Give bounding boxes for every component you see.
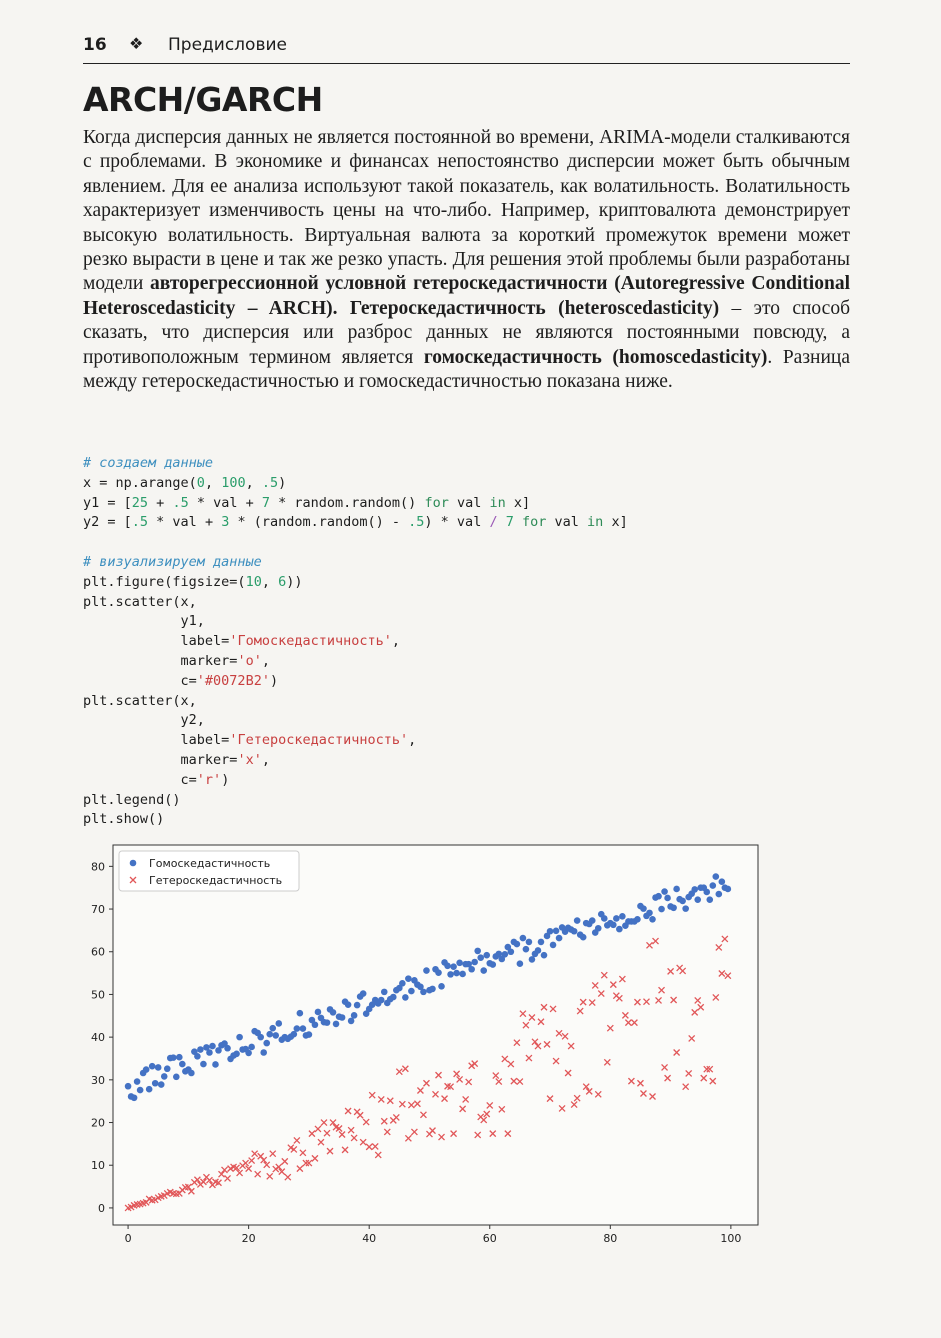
homoscedastic-point: [348, 1018, 355, 1025]
homoscedastic-point: [269, 1025, 276, 1032]
code-line: [83, 613, 205, 629]
homoscedastic-point: [378, 997, 385, 1004]
homoscedastic-point: [152, 1080, 159, 1087]
code-token: ,: [261, 652, 270, 669]
homoscedastic-point: [523, 946, 530, 953]
homoscedastic-point: [339, 1014, 346, 1021]
homoscedastic-point: [257, 1034, 264, 1041]
homoscedastic-point: [502, 951, 509, 958]
y-tick-label: 40: [91, 1031, 105, 1045]
homoscedastic-point: [634, 916, 641, 923]
homoscedastic-point: [354, 1002, 361, 1009]
text-run: – это способ сказать, что дисперсия или разброс данных не являются постоянными повсюду, а противоположным термином является: [83, 297, 850, 368]
code-token: label=: [83, 633, 230, 650]
homoscedastic-point: [179, 1061, 186, 1068]
homoscedastic-point: [529, 956, 536, 963]
legend-label: Гомоскедастичность: [149, 857, 271, 870]
code-token: * random.random(): [270, 494, 425, 511]
homoscedastic-point: [324, 1019, 331, 1026]
code-token: y1 = [: [83, 494, 132, 511]
code-token: 'o': [237, 652, 262, 669]
code-token: x]: [505, 494, 531, 511]
homoscedastic-point: [673, 886, 680, 893]
homoscedastic-point: [694, 896, 701, 903]
homoscedastic-point: [489, 961, 496, 968]
code-line: [83, 455, 213, 471]
x-tick-label: 60: [482, 1232, 497, 1245]
homoscedastic-point: [661, 888, 668, 895]
homoscedastic-point: [514, 941, 521, 948]
y-tick-label: 10: [91, 1159, 105, 1173]
homoscedastic-point: [260, 1049, 267, 1056]
code-token: * val +: [148, 514, 222, 531]
code-token: '#0072B2': [196, 672, 270, 689]
code-token: 10: [245, 573, 262, 590]
y-tick-label: 70: [91, 903, 105, 917]
homoscedastic-point: [601, 915, 608, 922]
page-number: 16: [83, 35, 107, 55]
code-token: in: [587, 514, 604, 531]
x-tick-label: 20: [241, 1232, 256, 1245]
code-token: ): [269, 672, 279, 689]
code-token: x]: [603, 514, 628, 531]
code-line: [83, 475, 286, 491]
homoscedastic-point: [306, 1031, 313, 1038]
y-tick-label: 50: [91, 988, 105, 1002]
homoscedastic-point: [483, 952, 490, 959]
code-token: ): [221, 771, 230, 788]
homoscedastic-point: [613, 915, 620, 922]
homoscedastic-point: [706, 896, 713, 903]
code-token: [498, 514, 506, 530]
homoscedastic-point: [236, 1034, 243, 1041]
code-line: [83, 792, 181, 808]
code-token: /: [489, 514, 498, 531]
code-line: [83, 653, 270, 669]
homoscedastic-point: [435, 969, 442, 976]
text-run: Когда дисперсия данных не является постоянной во времени, ARIMA-модели сталкиваются с проблемами. В экономике и финансах непостоянство дисперсии может быть обычным явлением. Для ее анализа используют такой показатель, как волатильность. Волатильность характеризует изменчивость цены на что-либо. Например, криптовалюта демонстрирует высокую волатильность. Виртуальная валюта за короткий промежуток времени может резко вырасти в цене и так же резко упасть. Для решения этой проблемы были разработаны модели: [83, 127, 850, 295]
homoscedastic-point: [589, 917, 596, 924]
homoscedastic-point: [315, 1009, 322, 1016]
homoscedastic-point: [679, 898, 686, 905]
code-token: )): [286, 573, 303, 590]
x-tick-label: 40: [362, 1232, 377, 1245]
homoscedastic-point: [176, 1054, 183, 1061]
code-listing: [83, 454, 628, 830]
homoscedastic-point: [206, 1049, 213, 1056]
homoscedastic-point: [197, 1046, 204, 1053]
homoscedastic-point: [275, 1020, 282, 1027]
code-token: ,: [261, 751, 270, 768]
code-token: ) * val: [424, 514, 490, 531]
homoscedastic-point: [423, 967, 430, 974]
code-token: 100: [221, 474, 246, 491]
homoscedastic-point: [517, 960, 524, 967]
code-token: ,: [261, 573, 279, 590]
code-token: ,: [391, 633, 401, 650]
code-line: [83, 554, 262, 570]
homoscedastic-point: [541, 952, 548, 959]
homoscedastic-point: [526, 939, 533, 946]
homoscedastic-point: [535, 947, 542, 954]
code-token: .5: [261, 474, 279, 491]
homoscedastic-point: [137, 1087, 144, 1094]
homoscedastic-point: [263, 1040, 270, 1047]
homoscedastic-point: [459, 971, 466, 978]
code-token: .5: [408, 514, 425, 531]
homoscedastic-point: [619, 913, 626, 920]
x-tick-label: 80: [603, 1232, 618, 1245]
code-token: y1,: [83, 613, 205, 630]
homoscedastic-point: [245, 1050, 252, 1057]
homoscedastic-point: [556, 935, 563, 942]
code-token: 'r': [196, 771, 222, 788]
y-tick-label: 20: [91, 1116, 105, 1130]
code-token: val: [448, 494, 490, 511]
section-title: ARCH/GARCH: [83, 80, 323, 119]
homoscedastic-point: [480, 967, 487, 974]
homoscedastic-point: [553, 928, 560, 935]
homoscedastic-point: [345, 1001, 352, 1008]
homoscedastic-point: [453, 970, 460, 977]
homoscedastic-point: [444, 963, 451, 970]
homoscedastic-point: [291, 1031, 298, 1038]
homoscedastic-point: [212, 1061, 219, 1068]
text-run: . Разница между гетероскедастичностью и гомоскедастичностью показана ниже.: [83, 346, 851, 393]
homoscedastic-point: [248, 1044, 255, 1051]
homoscedastic-point: [474, 948, 481, 955]
code-token: label=: [83, 732, 230, 749]
code-token: plt.scatter(x,: [83, 692, 197, 709]
homoscedastic-point: [351, 1012, 358, 1019]
homoscedastic-point: [158, 1081, 165, 1088]
code-token: 7: [505, 514, 514, 531]
homoscedastic-point: [664, 895, 671, 902]
code-token: # визуализируем данные: [83, 553, 262, 570]
y-tick-label: 0: [98, 1201, 105, 1215]
code-token: val: [546, 514, 588, 531]
code-token: plt.figure(figsize=(: [83, 573, 246, 590]
code-token: .5: [172, 494, 189, 511]
running-head: [83, 33, 850, 64]
code-line: [83, 633, 400, 649]
homoscedastic-point: [682, 905, 689, 912]
homoscedastic-point: [716, 891, 723, 898]
homoscedastic-point: [649, 916, 656, 923]
code-token: 'x': [237, 751, 262, 768]
code-token: plt.show(): [83, 811, 165, 828]
code-token: 25: [131, 494, 149, 511]
code-token: plt.legend(): [83, 791, 181, 808]
homoscedastic-point: [471, 959, 478, 966]
ornament-icon: ❖: [129, 34, 144, 53]
homoscedastic-point: [709, 882, 716, 889]
homoscedastic-point: [209, 1043, 216, 1050]
homoscedastic-point: [188, 1070, 195, 1077]
homoscedastic-point: [420, 989, 427, 996]
x-tick-label: 0: [124, 1232, 132, 1245]
homoscedastic-point: [550, 942, 557, 949]
homoscedastic-point: [640, 905, 647, 912]
homoscedastic-point: [399, 980, 406, 987]
x-tick-label: 100: [720, 1232, 742, 1245]
code-token: 3: [221, 514, 230, 531]
code-token: # создаем данные: [83, 455, 214, 471]
homoscedastic-point: [312, 1021, 319, 1028]
homoscedastic-point: [447, 971, 454, 978]
code-line: [83, 495, 530, 511]
homoscedastic-point: [164, 1065, 171, 1072]
code-token: [514, 514, 522, 530]
homoscedastic-point: [300, 1025, 307, 1032]
code-token: c=: [83, 771, 197, 788]
homoscedastic-point: [691, 886, 698, 893]
y-tick-label: 80: [91, 860, 105, 874]
code-line: [83, 752, 270, 768]
legend-marker-homoscedastic: [130, 860, 137, 867]
homoscedastic-point: [233, 1050, 240, 1057]
homoscedastic-point: [408, 988, 415, 995]
homoscedastic-point: [438, 983, 445, 990]
homoscedastic-point: [294, 1025, 301, 1032]
code-token: 0: [196, 474, 205, 491]
code-token: ,: [245, 474, 262, 491]
homoscedastic-point: [170, 1054, 177, 1061]
homoscedastic-point: [173, 1074, 180, 1081]
homoscedastic-point: [719, 878, 726, 885]
homoscedastic-point: [333, 1021, 340, 1028]
homoscedastic-point: [155, 1064, 162, 1071]
code-token: for: [424, 494, 449, 511]
homoscedastic-point: [456, 960, 463, 967]
code-line: [83, 673, 278, 689]
code-token: .5: [131, 514, 149, 531]
code-token: 'Гетероскедастичность': [229, 732, 409, 749]
code-token: * (random.random() -: [229, 514, 409, 531]
code-line: [83, 772, 229, 788]
homoscedastic-point: [508, 948, 515, 955]
homoscedastic-point: [703, 889, 710, 896]
homoscedastic-point: [330, 1009, 337, 1016]
homoscedastic-point: [450, 963, 457, 970]
homoscedastic-point: [610, 922, 617, 929]
y-tick-label: 30: [91, 1073, 105, 1087]
code-line: [83, 811, 164, 827]
code-token: ): [278, 474, 287, 491]
homoscedastic-point: [149, 1063, 156, 1070]
homoscedastic-point: [468, 966, 475, 973]
homoscedastic-point: [595, 925, 602, 932]
code-token: y2 = [: [83, 514, 132, 531]
code-token: 6: [278, 573, 287, 590]
homoscedastic-point: [658, 906, 665, 913]
homoscedastic-point: [161, 1073, 168, 1080]
code-token: x = np.arange(: [83, 474, 197, 491]
homoscedastic-point: [580, 934, 587, 941]
code-token: ,: [204, 474, 222, 491]
homoscedastic-point: [520, 935, 527, 942]
homoscedastic-point: [194, 1053, 201, 1060]
homoscedastic-point: [390, 994, 397, 1001]
homoscedastic-point: [146, 1086, 153, 1093]
legend-label: Гетероскедастичность: [149, 874, 283, 887]
plot-area: [113, 845, 758, 1225]
code-line: [83, 712, 205, 728]
homoscedastic-point: [143, 1066, 150, 1073]
code-token: +: [148, 494, 173, 511]
homoscedastic-point: [224, 1045, 231, 1052]
homoscedastic-point: [125, 1083, 132, 1090]
homoscedastic-point: [538, 939, 545, 946]
code-token: 7: [261, 494, 270, 511]
code-token: 'Гомоскедастичность': [229, 633, 392, 650]
code-token: marker=: [83, 751, 238, 768]
code-line: [83, 693, 197, 709]
code-line: [83, 594, 197, 610]
homoscedastic-point: [670, 904, 677, 911]
homoscedastic-point: [131, 1094, 138, 1101]
code-token: in: [489, 494, 506, 511]
bold-term: авторегрессионной условной гетероскедастичности (Autoregressive Conditional Heteroscedasticity – ARCH). Гетероскедастичность (heteroscedasticity): [83, 273, 850, 319]
homoscedastic-point: [405, 975, 412, 982]
homoscedastic-point: [646, 910, 653, 917]
homoscedastic-point: [571, 928, 578, 935]
homoscedastic-point: [477, 954, 484, 961]
homoscedastic-point: [547, 928, 554, 935]
code-token: y2,: [83, 712, 205, 729]
homoscedastic-point: [360, 990, 367, 997]
y-tick-label: 60: [91, 945, 105, 959]
homoscedastic-point: [655, 893, 662, 900]
code-token: ,: [408, 732, 417, 749]
code-line: [83, 514, 628, 530]
code-token: * val +: [188, 494, 262, 511]
homoscedastic-point: [381, 989, 388, 996]
code-token: for: [522, 514, 547, 531]
homoscedastic-point: [272, 1032, 279, 1039]
homoscedastic-point: [134, 1078, 141, 1085]
homoscedastic-point: [574, 917, 581, 924]
code-line: [83, 574, 303, 590]
homoscedastic-point: [616, 926, 623, 933]
code-token: plt.scatter(x,: [83, 593, 197, 610]
homoscedastic-point: [266, 1031, 273, 1038]
code-line: [83, 732, 416, 748]
homoscedastic-point: [402, 994, 409, 1001]
code-token: c=: [83, 672, 197, 689]
body-paragraph: [83, 126, 850, 394]
homoscedastic-point: [297, 1010, 304, 1017]
bold-term: гомоскедастичность (homoscedasticity): [423, 346, 768, 368]
scatter-chart: [70, 835, 770, 1250]
homoscedastic-point: [429, 986, 436, 993]
chapter-title: Предисловие: [168, 35, 287, 55]
homoscedastic-point: [725, 886, 732, 893]
homoscedastic-point: [200, 1061, 207, 1068]
code-token: marker=: [83, 652, 238, 669]
homoscedastic-point: [713, 873, 720, 880]
